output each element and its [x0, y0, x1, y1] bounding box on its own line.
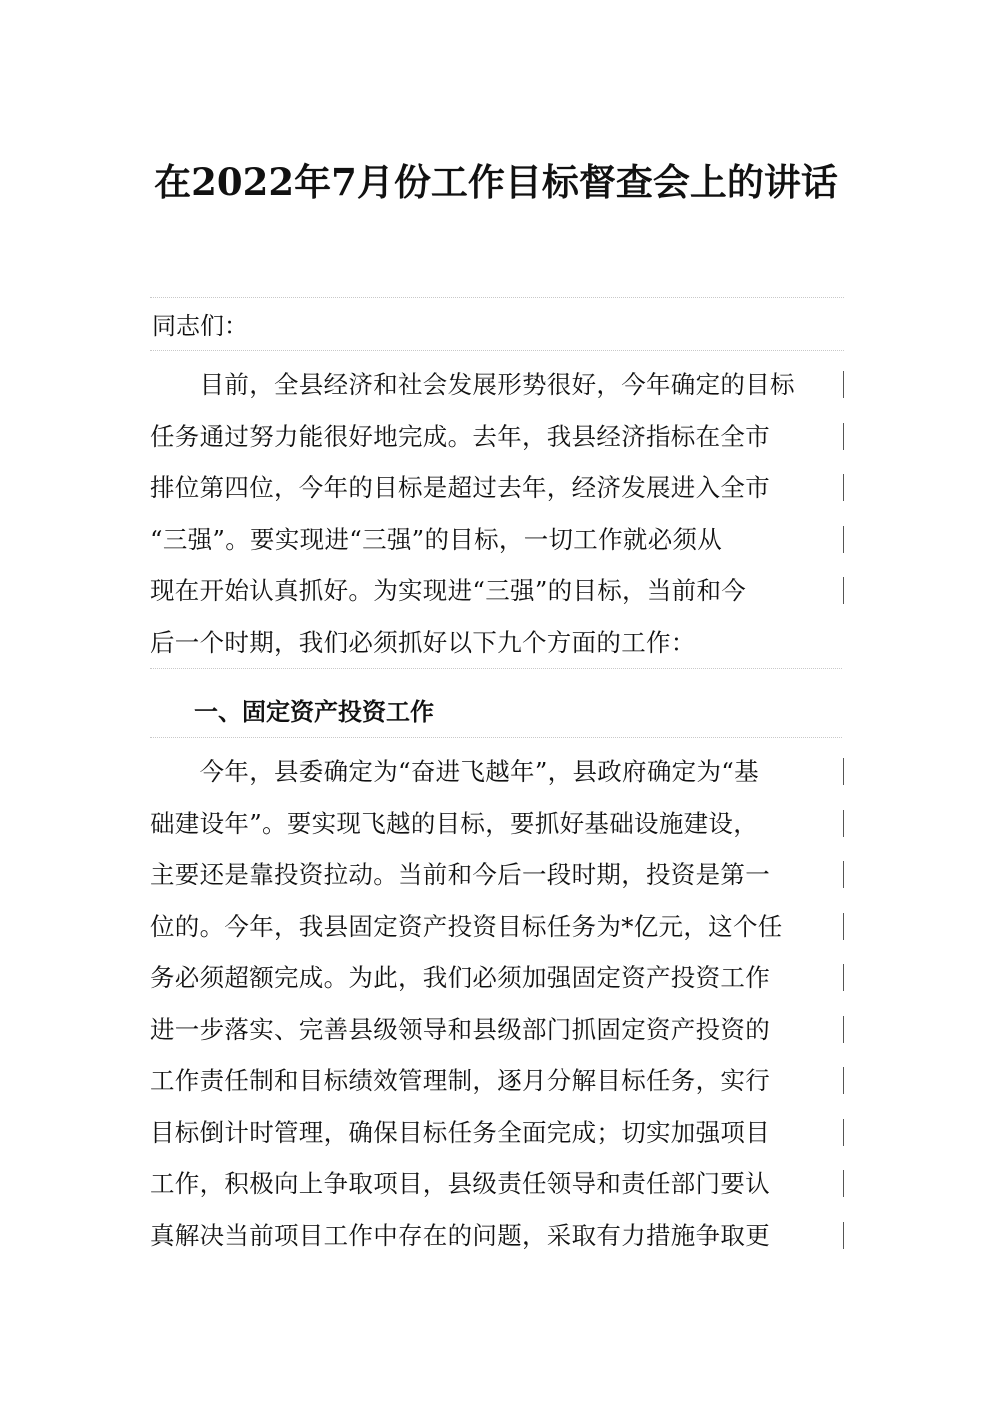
paragraph-line: 排位第四位，今年的目标是超过去年，经济发展进入全市: [150, 462, 842, 514]
paragraph-line: 进一步落实、完善县级领导和县级部门抓固定资产投资的: [150, 1004, 842, 1056]
paragraph-line: 任务通过努力能很好地完成。去年，我县经济指标在全市: [150, 411, 842, 463]
paragraph-line: 今年，县委确定为“奋进飞越年”，县政府确定为“基: [150, 746, 842, 798]
paragraph-line: 务必须超额完成。为此，我们必须加强固定资产投资工作: [150, 952, 842, 1004]
paragraph-line: 后一个时期，我们必须抓好以下九个方面的工作：: [150, 627, 696, 657]
greeting: 同志们：: [150, 297, 844, 351]
section-heading-1: 一、固定资产投资工作: [150, 684, 842, 738]
paragraph-line: 真解决当前项目工作中存在的问题，采取有力措施争取更: [150, 1210, 842, 1262]
paragraph-line: 目前，全县经济和社会发展形势很好，今年确定的目标: [150, 359, 842, 411]
paragraph-line: 础建设年”。要实现飞越的目标，要抓好基础设施建设，: [150, 798, 842, 850]
paragraph-line: 现在开始认真抓好。为实现进“三强”的目标，当前和今: [150, 565, 842, 617]
document-title: 在2022年7月份工作目标督查会上的讲话: [154, 160, 838, 204]
paragraph-line: 主要还是靠投资拉动。当前和今后一段时期，投资是第一: [150, 849, 842, 901]
paragraph-line: 位的。今年，我县固定资产投资目标任务为*亿元，这个任: [150, 901, 842, 953]
paragraph-section-1: [150, 746, 842, 1261]
paragraph-intro: [150, 359, 842, 669]
paragraph-line: 工作，积极向上争取项目，县级责任领导和责任部门要认: [150, 1158, 842, 1210]
paragraph-line: 目标倒计时管理，确保目标任务全面完成；切实加强项目: [150, 1107, 842, 1159]
paragraph-line: 工作责任制和目标绩效管理制，逐月分解目标任务，实行: [150, 1055, 842, 1107]
paragraph-line: “三强”。要实现进“三强”的目标，一切工作就必须从: [150, 514, 842, 566]
